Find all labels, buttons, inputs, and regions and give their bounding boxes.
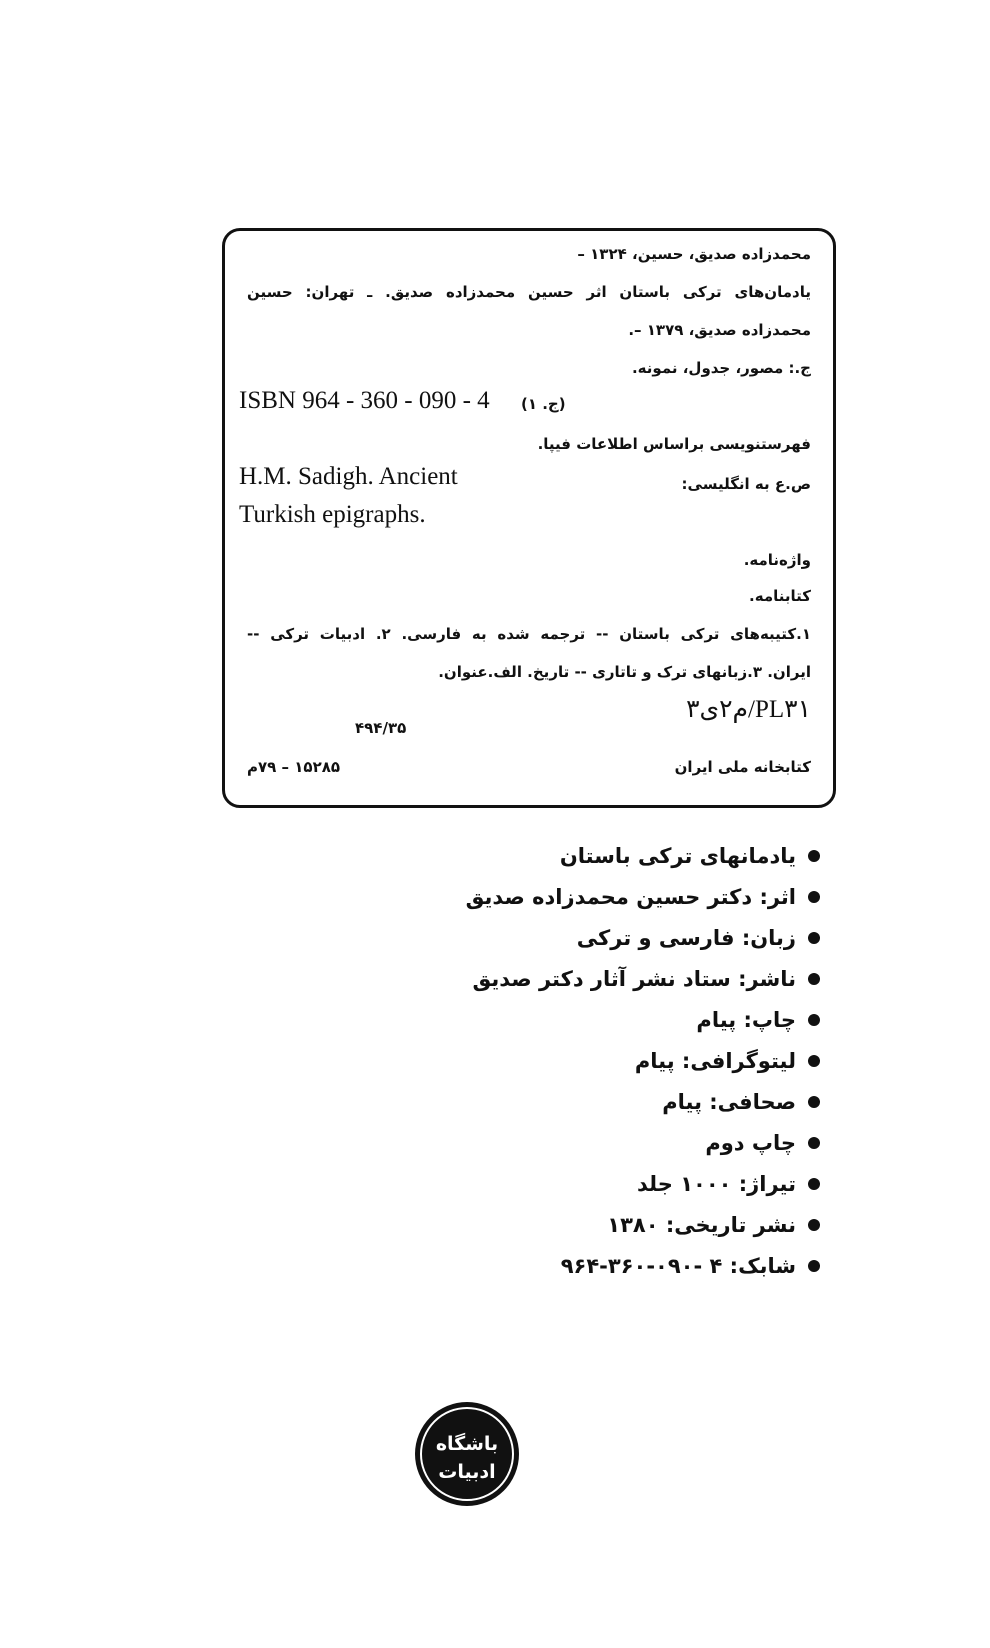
bullet-icon <box>808 1014 820 1026</box>
list-item: تیراژ: ۱۰۰۰ جلد <box>260 1163 820 1204</box>
bullet-icon <box>808 1178 820 1190</box>
bullet-icon <box>808 1055 820 1067</box>
library-number: ۱۵۲۸۵ – ۷۹م <box>247 758 341 776</box>
bullet-icon <box>808 1219 820 1231</box>
list-item: ناشر: ستاد نشر آثار دکتر صدیق <box>260 958 820 999</box>
library-name: کتابخانه ملی ایران <box>674 758 811 776</box>
logo-bottom-text: ادبیات <box>438 1461 496 1483</box>
list-item: اثر: دکتر حسین محمدزاده صدیق <box>260 876 820 917</box>
glossary-note: واژه‌نامه. <box>743 551 811 569</box>
isbn-number: ISBN 964 - 360 - 090 - 4 <box>239 387 490 414</box>
bullet-icon <box>808 1096 820 1108</box>
list-item: صحافی: پیام <box>260 1081 820 1122</box>
isbn-volume: (ج. ۱) <box>521 395 566 413</box>
cip-note: فهرستنویسی براساس اطلاعات فیپا. <box>537 435 811 453</box>
english-title-line-1: H.M. Sadigh. Ancient <box>239 463 458 490</box>
subjects-line-2: ایران. ۳.زبانهای ترک و تاتاری -- تاریخ. الف.عنوان. <box>438 663 811 681</box>
bullet-icon <box>808 891 820 903</box>
bullet-icon <box>808 1260 820 1272</box>
call-number: PL۳۱/م۲ی۳ <box>686 696 811 723</box>
title-line: یادمان‌های ترکی باستان اثر حسین محمدزاده صدیق. ـ تهران: حسین <box>247 283 811 301</box>
english-title-label: ص.ع به انگلیسی: <box>681 475 811 493</box>
cataloging-record <box>222 228 836 808</box>
bullet-icon <box>808 1137 820 1149</box>
publication-info-list <box>260 835 820 1286</box>
dewey-number: ۴۹۴/۳۵ <box>355 719 407 737</box>
bullet-icon <box>808 850 820 862</box>
bullet-icon <box>808 973 820 985</box>
imprint-line: محمدزاده صدیق، ۱۳۷۹ –. <box>628 321 811 339</box>
list-item: یادمانهای ترکی باستان <box>260 835 820 876</box>
description-line: ج.: مصور، جدول، نمونه. <box>631 359 811 377</box>
list-item: چاپ: پیام <box>260 999 820 1040</box>
subjects-line-1: ۱.کتیبه‌های ترکی باستان -- ترجمه شده به فارسی. ۲. ادبیات ترکی -- <box>247 625 811 643</box>
author-line: محمدزاده صدیق، حسین، ۱۳۲۴ – <box>577 245 811 263</box>
list-item: زبان: فارسی و ترکی <box>260 917 820 958</box>
bullet-icon <box>808 932 820 944</box>
list-item: چاپ دوم <box>260 1122 820 1163</box>
logo-top-text: باشگاه <box>435 1433 499 1455</box>
list-item: لیتوگرافی: پیام <box>260 1040 820 1081</box>
bibliography-note: کتابنامه. <box>749 587 811 605</box>
list-item: نشر تاریخی: ۱۳۸۰ <box>260 1204 820 1245</box>
club-logo <box>413 1400 521 1508</box>
list-item: شابک: ۴ -۰۹۰-۳۶۰-۹۶۴ <box>260 1245 820 1286</box>
english-title-line-2: Turkish epigraphs. <box>239 501 426 528</box>
